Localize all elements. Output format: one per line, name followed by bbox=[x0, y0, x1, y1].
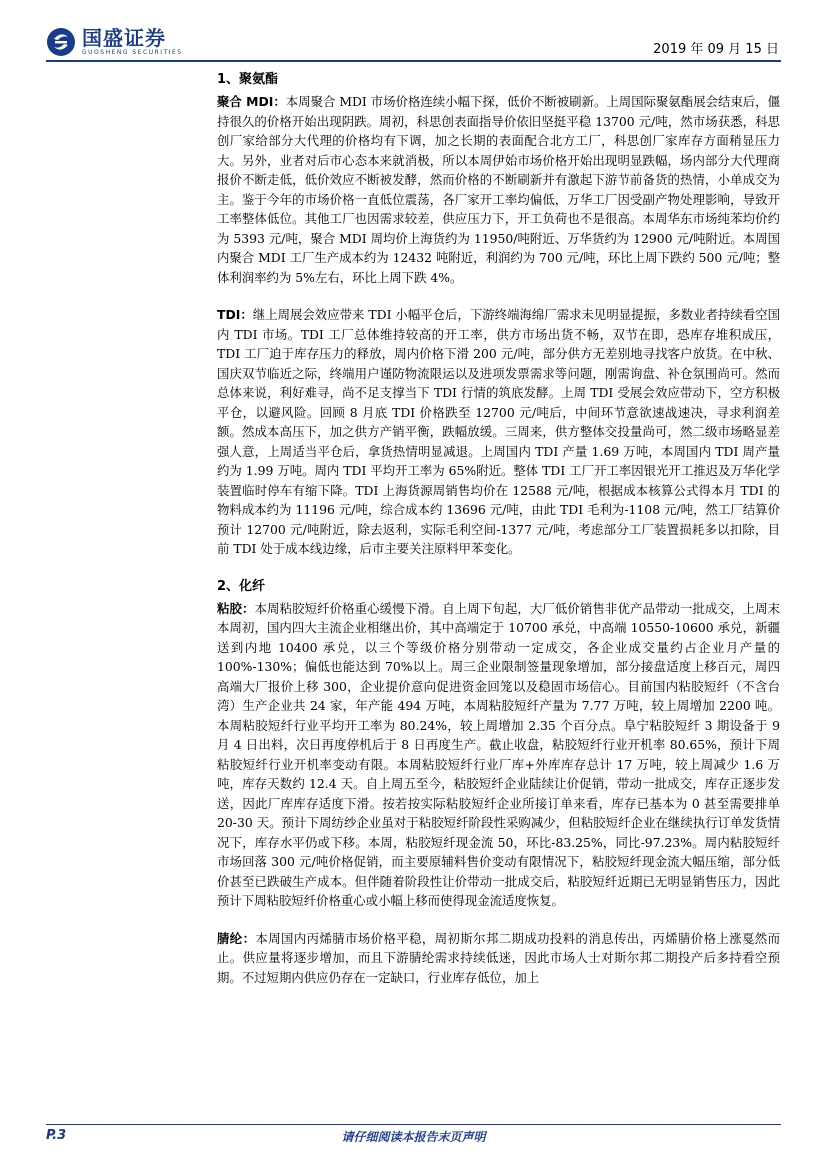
paragraph-text: 本周粘胶短纤价格重心缓慢下滑。自上周下旬起，大厂低价销售非优产品带动一批成交，上周末本周初，国内四大主流企业相继出价，其中高端定于 10700 承兑，中高端 10550-10600 承兑，新疆送到内地 10400 承兑，以三个等级价格分别带动一定成交，各企业成交量约占企业月产量的 100%-130%；偏低也能达到 70%以上。周三企业限制签量现象增加，部分接盘适度上移百元，周四高端大厂报价上移 300，企业提价意向促进资金回笼以及稳固市场信心。目前国内粘胶短纤（不含台湾）生产企业共 24 家，年产能 494 万吨，本周粘胶短纤产量为 7.77 万吨，较上周增加 2200 吨。本周粘胶短纤行业平均开工率为 80.24%，较上周增加 2.35 个百分点。阜宁粘胶短纤 3 期设备于 9 月 4 日出料，次日再度停机后于 8 日再度生产。截止收盘，粘胶短纤行业开机率 80.65%，预计下周粘胶短纤行业开机率变动有限。本周粘胶短纤行业厂库+外库库存总计 17 万吨，较上周减少 1.6 万吨，库存天数约 12.4 天。自上周五至今，粘胶短纤企业陆续让价促销，带动一批成交，库存正逐步发送，因此厂库库存适度下滑。按若按实际粘胶短纤企业所接订单来看，库存已基本为 0 甚至需要排单 20-30 天。预计下周纺纱企业虽对于粘胶短纤阶段性采购减少，但粘胶短纤企业在继续执行订单发货情况下，库存水平仍或下移。本周，粘胶短纤现金流 50，环比-83.25%，同比-97.23%。周内粘胶短纤市场回落 300 元/吨价格促销，而主要原辅料售价变动有限情况下，粘胶短纤现金流大幅压缩，部分低价甚至已跌破生产成本。但伴随着阶段性让价带动一批成交后，粘胶短纤近期已无明显销售压力，因此预计下周粘胶短纤价格重心或小幅上移而使得现金流适度恢复。 bbox=[217, 600, 781, 908]
company-logo bbox=[46, 27, 183, 57]
paragraph-lead: 聚合 MDI： bbox=[217, 94, 286, 109]
paragraph-tdi bbox=[217, 305, 780, 559]
report-date: 2019 年 09 月 15 日 bbox=[653, 42, 779, 57]
section-heading-polyurethane: 1、聚氨酯 bbox=[217, 72, 279, 87]
header-divider bbox=[46, 60, 781, 62]
footer-disclaimer: 请仔细阅读本报告末页声明 bbox=[341, 1130, 486, 1144]
footer-divider bbox=[46, 1124, 781, 1125]
logo-icon bbox=[46, 27, 76, 57]
paragraph-viscose bbox=[217, 599, 780, 911]
page-header bbox=[0, 0, 827, 62]
paragraph-lead: 腈纶： bbox=[217, 930, 256, 946]
paragraph-text: 本周聚合 MDI 市场价格连续小幅下探，低价不断被刷新。上周国际聚氨酯展会结束后，僵持很久的价格开始出现阴跌。周初，科思创表面指导价依旧坚挺平稳 13700 元/吨，然市场获悉，科思创厂家给部分大代理的价格均有下调，加之长期的表面配合北方工厂，科思创厂家库存方面稍显压力大。另外，业者对后市心态本来就消极，所以本周伊始市场价格开始出现明显跌幅，场内部分大代理商报价不断走低，低价效应不断被发酵，然而价格的不断刷新并有激起下游节前备货的热情，小单成交为主。鉴于今年的市场价格一直低位震荡，各厂家开工率均偏低，万华工厂因受副产物处理影响，导致开工率整体低位。其他工厂也因需求较差，供应压力下，开工负荷也不是很高。本周华东市场纯苯均价约为 5393 元/吨，聚合 MDI 周均价上海货约为 11950/吨附近、万华货约为 12900 元/吨附近。本周国内聚合 MDI 工厂生产成本约为 12432 吨附近，利润约为 700 元/吨，环比上周下跌约 500 元/吨；整体利润率约为 5%左右，环比上周下跌 4%。 bbox=[217, 94, 780, 285]
paragraph-lead: 粘胶： bbox=[217, 600, 255, 616]
paragraph-acrylic bbox=[217, 929, 780, 988]
paragraph-mdi bbox=[217, 92, 780, 287]
page-number: P.3 bbox=[46, 1128, 67, 1143]
paragraph-text: 本周国内丙烯腈市场价格平稳，周初斯尔邦二期成功投料的消息传出，丙烯腈价格上涨戛然而止。供应量将逐步增加，而且下游腈纶需求持续低迷，因此市场人士对斯尔邦二期投产后多持看空预期。不过短期内供应仍存在一定缺口，行业库存低位，加上 bbox=[217, 930, 781, 985]
logo-chinese-name: 国盛证券 bbox=[82, 26, 166, 50]
report-body bbox=[217, 70, 780, 1005]
section-heading-chemical-fiber: 2、化纤 bbox=[217, 578, 266, 594]
logo-english-name: GUOSHENG SECURITIES bbox=[82, 49, 183, 56]
paragraph-text: 继上周展会效应带来 TDI 小幅平仓后，下游终端海绵厂需求未见明显提振，多数业者持续看空国内 TDI 市场。TDI 工厂总体维持较高的开工率，供方市场出货不畅，双节在即，恐库存堆积成压，TDI 工厂迫于库存压力的释放，周内价格下滑 200 元/吨，部分供方无差别地寻找客户放货。在中秋、国庆双节临近之际，终端用户谨防物流限运以及进项发票需求等问题，刚需询盘、补仓氛围尚可。然而总体来说，利好难寻，尚不足支撑当下 TDI 行情的筑底发酵。上周 TDI 受展会效应带动下，空方积极平仓，以避风险。回顾 8 月底 TDI 价格跌至 12700 元/吨后，中间环节意欲速战速决，寻求利润差额。然成本高压下，加之供方产销平衡，跌幅放缓。三周来，供方整体交投量尚可，然二级市场略显差强人意，上周适当平仓后，拿货热情明显减退。上周国内 TDI 产量 1.69 万吨，本周国内 TDI 周产量约为 1.99 万吨。周内 TDI 平均开工率为 65%附近。整体 TDI 工厂开工率因银光开工推迟及万华化学装置临时停车有缩下降。TDI 上海货源周销售均价在 12588 元/吨，根据成本核算公式得本月 TDI 的物料成本约为 11196 元/吨，综合成本约 13696 元/吨，由此 TDI 毛利为-1108 元/吨，然工厂结算价预计 12700 元/吨附近，除去返利，实际毛利空间-1377 元/吨，考虑部分工厂装置损耗多以扣除，目前 TDI 处于成本线边缘，后市主要关注原料甲苯变化。 bbox=[217, 307, 780, 556]
paragraph-lead: TDI： bbox=[217, 307, 253, 322]
